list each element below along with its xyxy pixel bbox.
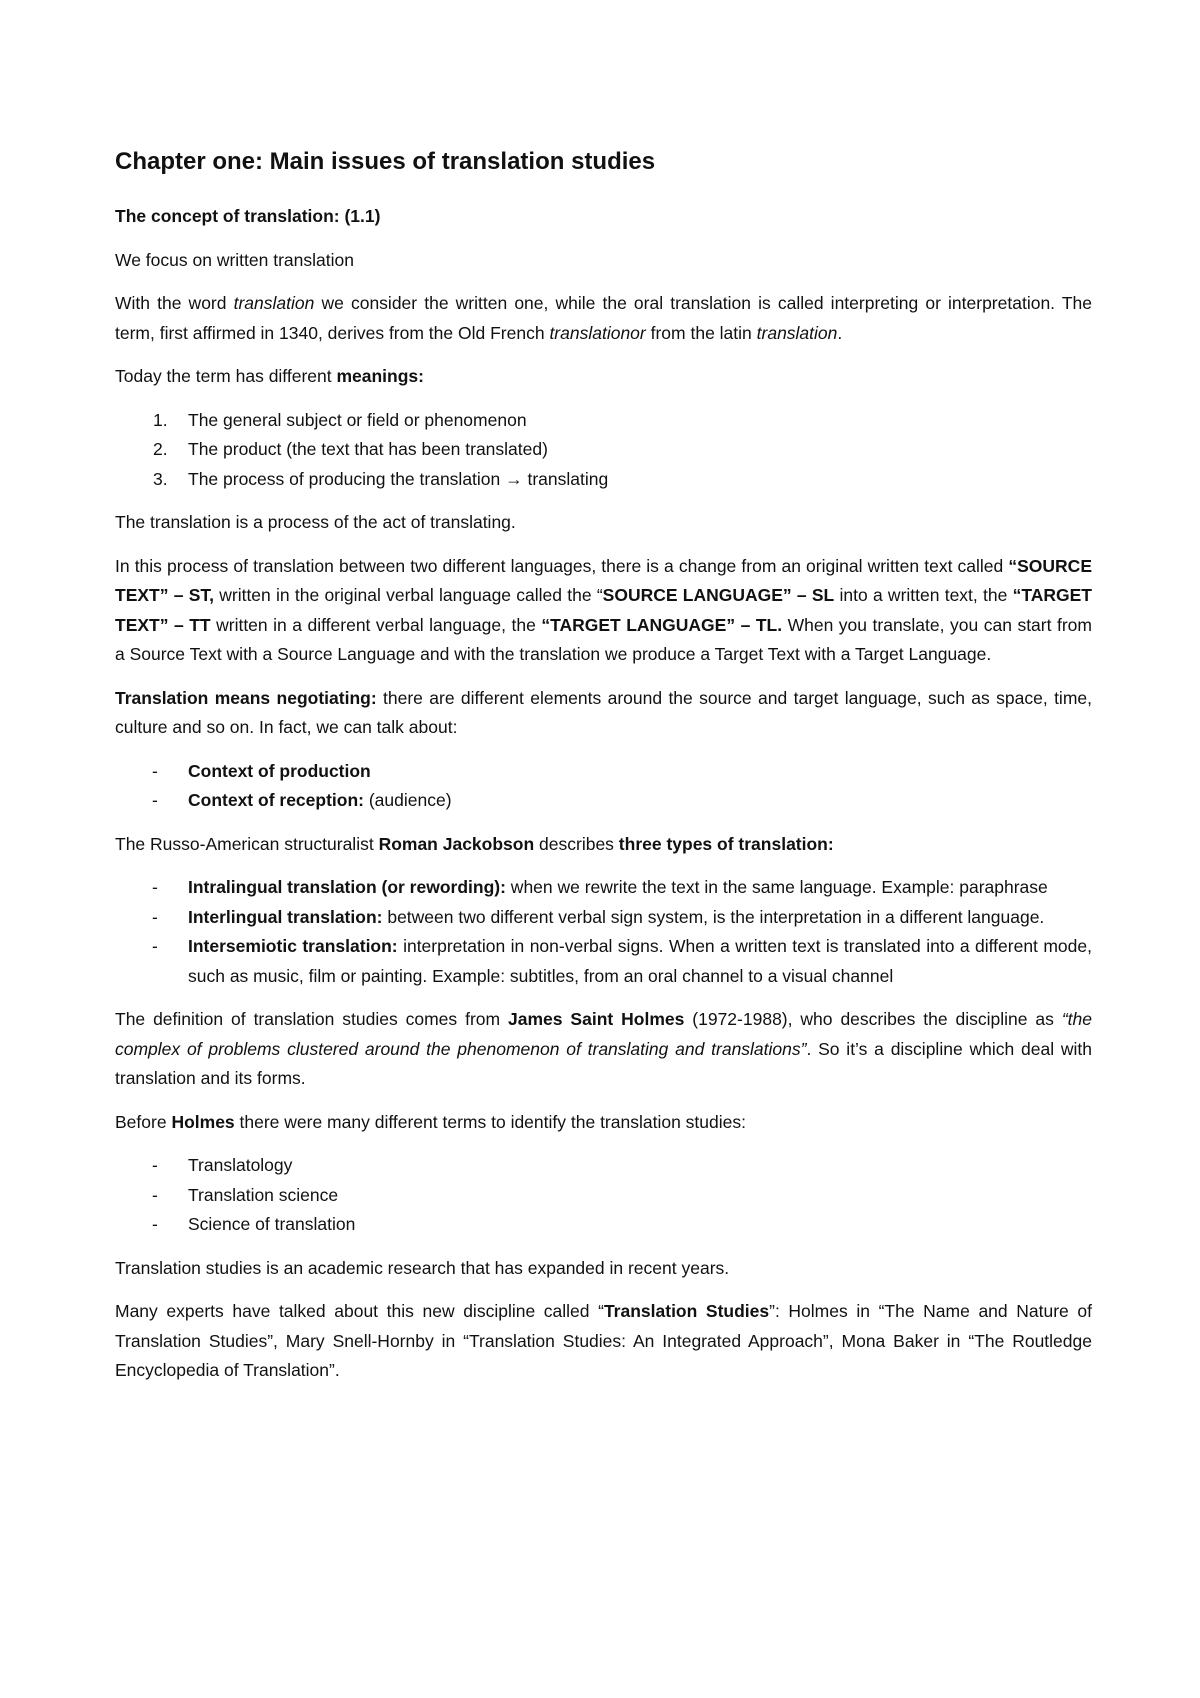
list-bullet: -: [152, 760, 158, 781]
paragraph-negotiating: Translation means negotiating: there are different elements around the source and target language, such as space, time, culture and so on. In fact, we can talk about:: [115, 687, 1092, 737]
list-item: - Context of production: [115, 757, 1092, 787]
list-item: 3. The process of producing the translation → translating: [115, 465, 1092, 495]
paragraph-jackobson: The Russo-American structuralist Roman Jackobson describes three types of translation:: [115, 833, 834, 854]
list-item: 2. The product (the text that has been translated): [115, 435, 1092, 465]
list-number: 1.: [153, 409, 168, 430]
list-bullet: -: [152, 1214, 158, 1234]
list-number: 3.: [153, 468, 168, 489]
list-bullet: -: [152, 936, 158, 956]
list-item: - Intralingual translation (or rewording): when we rewrite the text in the same language. Example: paraphrase: [115, 873, 1092, 903]
list-item: - Science of translation: [115, 1210, 1092, 1240]
paragraph-academic-research: Translation studies is an academic research that has expanded in recent years.: [115, 1257, 730, 1278]
paragraph-focus: We focus on written translation: [115, 249, 354, 270]
paragraph-source-target: In this process of translation between two different languages, there is a change from an original written text called “SOURCE TEXT” – ST, written in the original verbal language called the “SOURCE LANGUAGE” – SL into a written text, the “TARGET TEXT” – TT written in a different verbal language, the “TARGET LANGUAGE” – TL. When you translate, you can start from a Source Text with a Source Language and with the translation we produce a Target Text with a Target Language.: [115, 555, 1093, 664]
contexts-list: [115, 757, 1092, 816]
list-item: - Intersemiotic translation: interpretation in non-verbal signs. When a written text is translated into a different mode, such as music, film or painting. Example: subtitles, from an oral channel to a visual channel: [115, 932, 1092, 991]
list-bullet: -: [152, 877, 158, 897]
section-heading: The concept of translation: (1.1): [115, 206, 381, 226]
terms-list: [115, 1151, 1092, 1240]
paragraph-meanings-intro: Today the term has different meanings:: [115, 366, 424, 386]
list-item: 1. The general subject or field or phenomenon: [115, 406, 1092, 436]
list-bullet: -: [152, 1184, 158, 1205]
paragraph-definition: With the word translation we consider the written one, while the oral translation is called interpreting or interpretation. The term, first affirmed in 1340, derives from the Old French translationor from the latin translation.: [115, 293, 1092, 343]
paragraph-process: The translation is a process of the act of translating.: [115, 512, 516, 532]
list-item: - Translatology: [115, 1151, 1092, 1181]
paragraph-before-holmes: Before Holmes there were many different terms to identify the translation studies:: [115, 1111, 746, 1132]
paragraph-experts: Many experts have talked about this new discipline called “Translation Studies”: Holmes in “The Name and Nature of Translation Studies”, Mary Snell-Hornby in “Translation Studies: An Integrated Approach”, Mona Baker in “The Routledge Encyclopedia of Translation”.: [115, 1301, 1092, 1380]
list-number: 2.: [153, 439, 168, 459]
list-bullet: -: [152, 790, 158, 810]
list-item: - Translation science: [115, 1181, 1092, 1211]
meanings-list: [115, 406, 1092, 495]
list-bullet: -: [152, 1155, 158, 1175]
chapter-title: Chapter one: Main issues of translation studies: [115, 148, 656, 175]
translation-types-list: [115, 873, 1092, 991]
list-item: - Interlingual translation: between two different verbal sign system, is the interpretation in a different language.: [115, 903, 1092, 933]
list-bullet: -: [152, 906, 158, 927]
list-item: - Context of reception: (audience): [115, 786, 1092, 816]
paragraph-holmes-definition: The definition of translation studies comes from James Saint Holmes (1972-1988), who describes the discipline as “the complex of problems clustered around the phenomenon of translating and translations”. So it’s a discipline which deal with translation and its forms.: [115, 1009, 1092, 1088]
